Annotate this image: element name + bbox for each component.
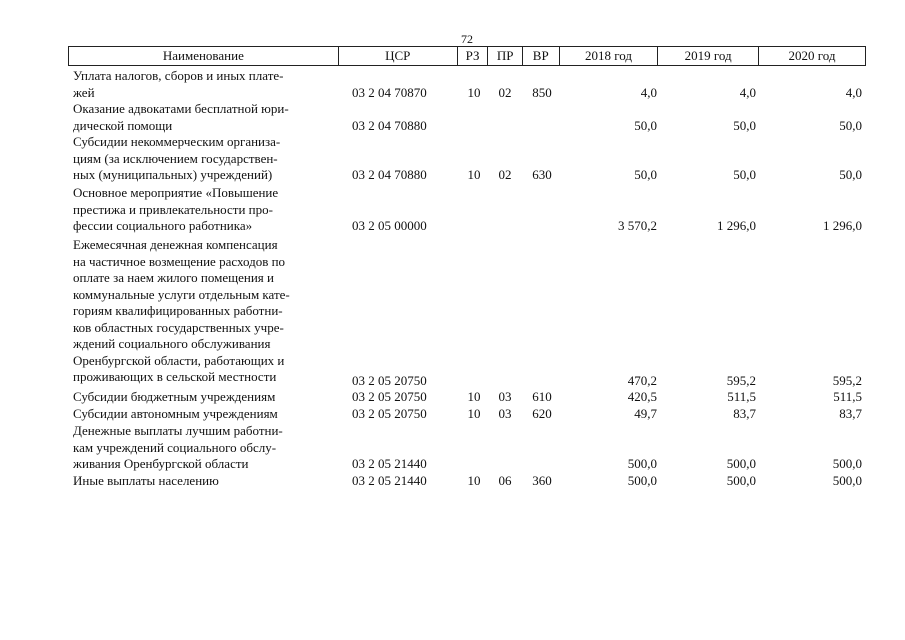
- row-2020: 595,2: [832, 373, 862, 388]
- row-2020: 50,0: [839, 167, 862, 182]
- row-rz: 10: [467, 406, 481, 421]
- row-vr: 360: [532, 473, 552, 488]
- row-2019: 50,0: [733, 167, 756, 182]
- row-2018: 470,2: [627, 373, 657, 388]
- row-name: Субсидии автономным учреждениям: [73, 406, 278, 421]
- row-2020: 50,0: [839, 117, 862, 133]
- header-pr: ПР: [488, 47, 523, 66]
- row-name: Основное мероприятие «Повышение престижа и привлекательности про- фессии социального работника»: [73, 185, 279, 233]
- header-2020: 2020 год: [759, 47, 866, 66]
- row-csr: 03 2 05 00000: [352, 218, 427, 233]
- header-2019: 2019 год: [658, 47, 759, 66]
- row-pr: 03: [498, 389, 512, 404]
- page-number: 72: [461, 32, 473, 46]
- row-name: Оказание адвокатами бесплатной юри- дической помощи: [73, 101, 289, 133]
- row-vr: 620: [532, 406, 552, 421]
- row-2020: 511,5: [833, 389, 862, 404]
- row-2018: 420,5: [627, 389, 657, 404]
- row-2018: 50,0: [634, 167, 657, 182]
- row-2019: 595,2: [726, 373, 756, 388]
- row-2019: 500,0: [726, 456, 756, 471]
- row-2019: 83,7: [733, 406, 756, 421]
- row-2018: 500,0: [627, 456, 657, 471]
- header-2018: 2018 год: [559, 47, 658, 66]
- row-pr: 06: [498, 473, 512, 488]
- row-2018: 50,0: [634, 117, 657, 133]
- row-2018: 3 570,2: [618, 218, 657, 233]
- row-csr: 03 2 04 70880: [352, 167, 427, 182]
- row-name: Денежные выплаты лучшим работни- кам учреждений социального обслу- живания Оренбургской области: [73, 423, 283, 471]
- header-name: Наименование: [69, 47, 339, 66]
- row-rz: 10: [467, 167, 481, 182]
- row-2019: 1 296,0: [717, 218, 756, 233]
- row-rz: 10: [467, 473, 481, 488]
- row-vr: 610: [532, 389, 552, 404]
- header-csr: ЦСР: [338, 47, 457, 66]
- row-2019: 511,5: [727, 389, 756, 404]
- row-2020: 1 296,0: [823, 218, 862, 233]
- row-2019: 4,0: [739, 84, 756, 100]
- row-2020: 500,0: [832, 473, 862, 488]
- row-2019: 50,0: [733, 117, 756, 133]
- header-vr: ВР: [522, 47, 559, 66]
- row-2018: 500,0: [627, 473, 657, 488]
- row-pr: 02: [498, 84, 512, 100]
- row-2019: 500,0: [726, 473, 756, 488]
- row-2018: 4,0: [640, 84, 657, 100]
- row-rz: 10: [467, 389, 481, 404]
- row-csr: 03 2 04 70870: [352, 84, 427, 100]
- row-name: Уплата налогов, сборов и иных плате- жей: [73, 68, 284, 100]
- row-csr: 03 2 05 20750: [352, 373, 427, 388]
- row-pr: 03: [498, 406, 512, 421]
- row-name: Ежемесячная денежная компенсация на частичное возмещение расходов по оплате за наем жилого помещения и коммунальные услуги отдельным кате- гориям квалифицированных работни- ков областных государственных учре- ждений социального обслуживания Оренбургской области, работающих и проживающих в сельской местности: [73, 237, 290, 384]
- header-rz: РЗ: [457, 47, 488, 66]
- row-rz: 10: [467, 84, 481, 100]
- row-name: Субсидии некоммерческим организа- циям (за исключением государствен- ных (муниципальных) учреждений): [73, 134, 281, 182]
- row-vr: 850: [532, 84, 552, 100]
- row-name: Субсидии бюджетным учреждениям: [73, 389, 276, 404]
- row-csr: 03 2 05 20750: [352, 406, 427, 421]
- row-2020: 500,0: [832, 456, 862, 471]
- row-name: Иные выплаты населению: [73, 473, 219, 488]
- row-csr: 03 2 05 20750: [352, 389, 427, 404]
- row-2020: 83,7: [839, 406, 862, 421]
- row-2020: 4,0: [845, 84, 862, 100]
- row-2018: 49,7: [634, 406, 657, 421]
- row-vr: 630: [532, 167, 552, 182]
- row-csr: 03 2 05 21440: [352, 456, 427, 471]
- row-csr: 03 2 05 21440: [352, 473, 427, 488]
- row-pr: 02: [498, 167, 512, 182]
- row-csr: 03 2 04 70880: [352, 117, 427, 133]
